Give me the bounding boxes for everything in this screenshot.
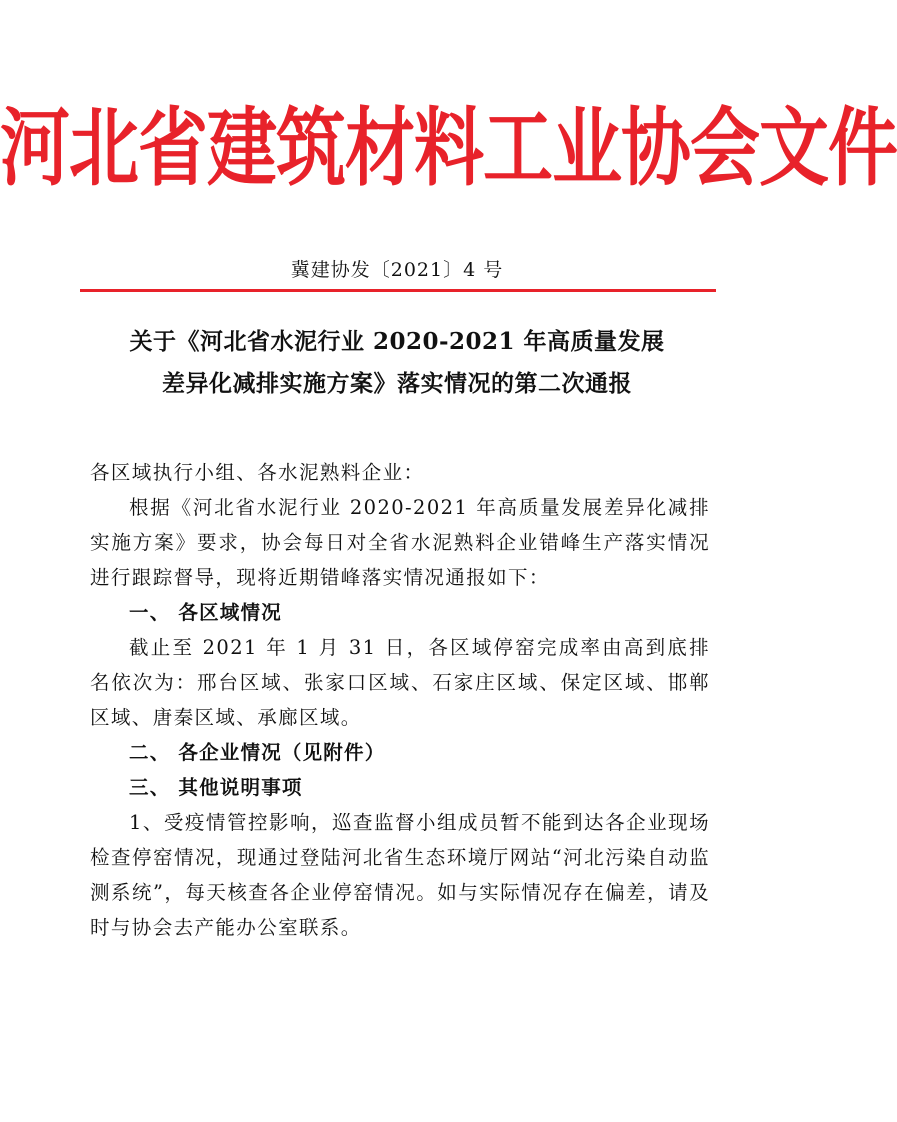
intro-paragraph: 根据《河北省水泥行业 2020-2021 年高质量发展差异化减排实施方案》要求，协会每日对全省水泥熟料企业错峰生产落实情况进行跟踪督导，现将近期错峰落实情况通报如下： — [90, 496, 710, 589]
section-heading-2: 二、 各企业情况（见附件） — [129, 741, 386, 764]
document-body — [90, 455, 710, 945]
section-heading-1: 一、 各区域情况 — [129, 601, 282, 624]
masthead-title: 河北省建筑材料工业协会文件 — [0, 97, 897, 199]
document-number: 冀建协发〔2021〕4 号 — [290, 259, 504, 281]
section1-paragraph: 截止至 2021 年 1 月 31 日，各区域停窑完成率由高到底排名依次为：邢台区域、张家口区域、石家庄区域、保定区域、邯郸区域、唐秦区域、承廊区域。 — [90, 636, 710, 729]
red-divider-line — [80, 289, 716, 292]
section3-item1-paragraph: 1、受疫情管控影响，巡查监督小组成员暂不能到达各企业现场检查停窑情况，现通过登陆河北省生态环境厅网站“河北污染自动监测系统”，每天核查各企业停窑情况。如与实际情况存在偏差，请及时与协会去产能办公室联系。 — [90, 811, 710, 939]
document-title-line1: 关于《河北省水泥行业 2020-2021 年高质量发展 — [129, 328, 665, 355]
document-title-line2: 差异化减排实施方案》落实情况的第二次通报 — [162, 370, 632, 397]
salutation: 各区域执行小组、各水泥熟料企业： — [90, 461, 425, 484]
section-heading-3: 三、 其他说明事项 — [129, 776, 303, 799]
